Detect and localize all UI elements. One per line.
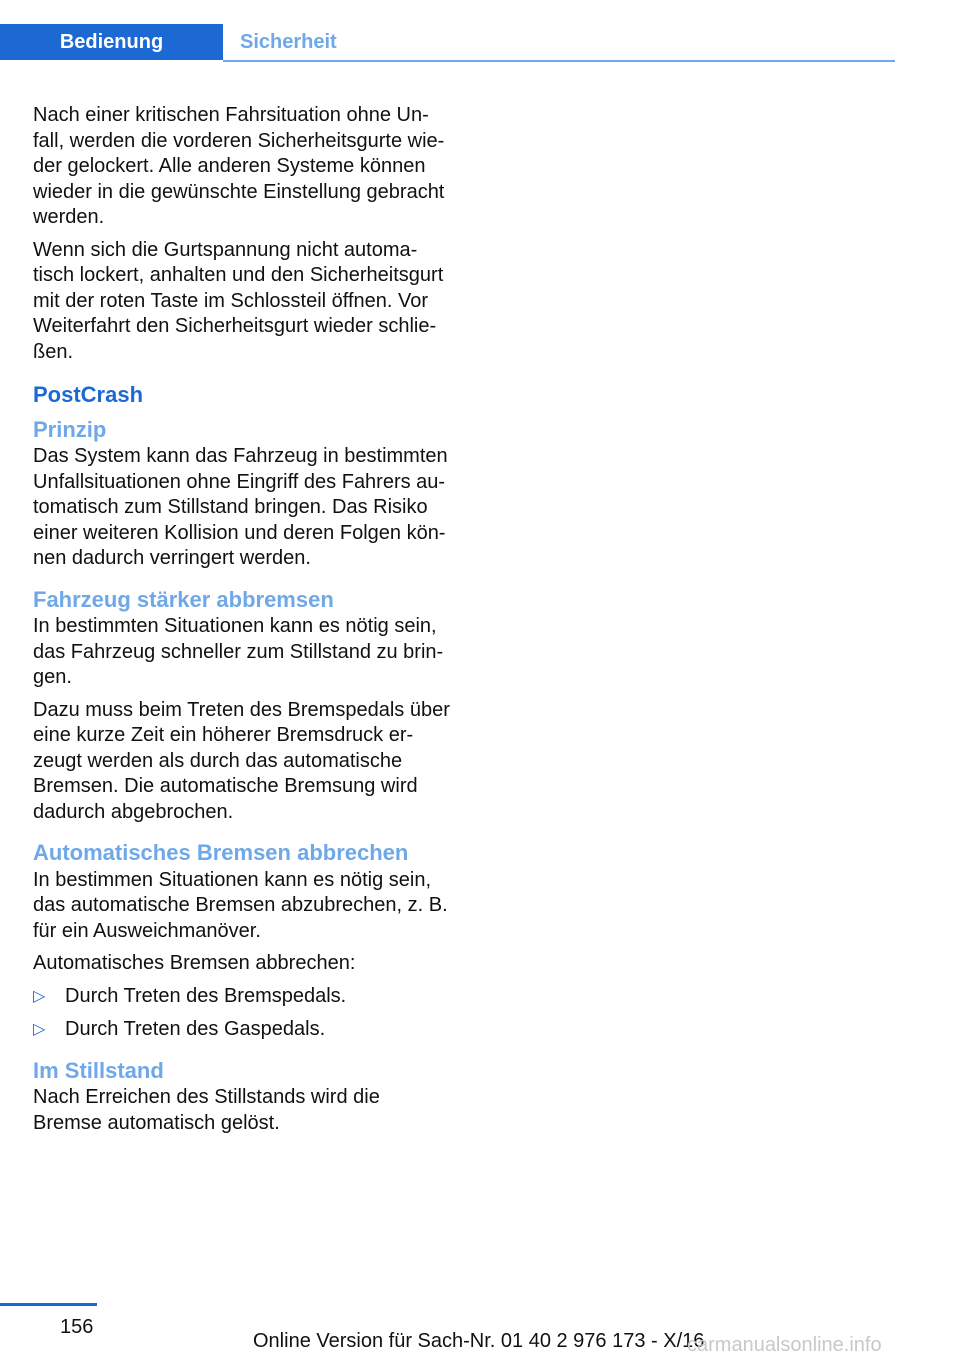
paragraph: In bestimmten Situationen kann es nötig sein, das Fahrzeug schneller zum Stillstand zu brin‐gen. (33, 615, 444, 688)
subsection-title: Fahrzeug stärker abbremsen (33, 586, 334, 612)
footer-accent-line (0, 1303, 97, 1306)
watermark: carmanualsonline.info (687, 1334, 882, 1356)
section-title: PostCrash (33, 382, 144, 407)
page-number: 156 (60, 1316, 94, 1338)
triangle-right-icon: ▷ (33, 1021, 46, 1038)
paragraph: Wenn sich die Gurtspannung nicht automa‐tisch lockert, anhalten und den Sicherheitsgurt mit der roten Taste im Schlossteil öffnen. Vor Weiterfahrt den Sicherheitsgurt wieder schlie‐ßen. (33, 238, 444, 363)
list-item (33, 1017, 451, 1043)
list-item (33, 984, 451, 1010)
footer-version: Online Version für Sach-Nr. 01 40 2 976 173 - X/16 (253, 1330, 705, 1352)
paragraph: Das System kann das Fahrzeug in bestimmten Unfallsituationen ohne Eingriff des Fahrers au‐tomatisch zum Stillstand bringen. Das Risiko einer weiteren Kollision und deren Folgen kön‐nen dadurch verringert werden. (33, 445, 448, 569)
paragraph: Nach einer kritischen Fahrsituation ohne Un‐fall, werden die vorderen Sicherheitsgurte wie‐der gelockert. Alle anderen Systeme können wieder in die gewünschte Einstellung gebracht werden. (33, 104, 445, 228)
header-tabs (0, 24, 895, 62)
tab-sicherheit[interactable]: Sicherheit (240, 30, 337, 53)
subsection-title: Automatisches Bremsen abbrechen (33, 840, 409, 865)
subsection-title: Prinzip (33, 416, 107, 442)
subsection-title: Im Stillstand (33, 1057, 164, 1083)
tab-divider (223, 60, 895, 62)
paragraph: Nach Erreichen des Stillstands wird die Bremse automatisch gelöst. (33, 1086, 380, 1134)
paragraph: Automatisches Bremsen abbrechen: (33, 952, 356, 974)
tab-bedienung[interactable]: Bedienung (0, 24, 223, 60)
main-content (33, 103, 451, 1143)
paragraph: Dazu muss beim Treten des Bremspedals über eine kurze Zeit ein höherer Bremsdruck er‐zeugt werden als durch das automatische Bremsen. Die automatische Bremsung wird dadurch abgebrochen. (33, 698, 450, 823)
list-item-text: Durch Treten des Bremspedals. (65, 984, 347, 1007)
triangle-right-icon: ▷ (33, 987, 46, 1005)
paragraph: In bestimmen Situationen kann es nötig sein, das automatische Bremsen abzubrechen, z. B. für ein Ausweichmanöver. (33, 868, 448, 942)
list-item-text: Durch Treten des Gaspedals. (65, 1018, 326, 1040)
bullet-list (33, 984, 451, 1043)
